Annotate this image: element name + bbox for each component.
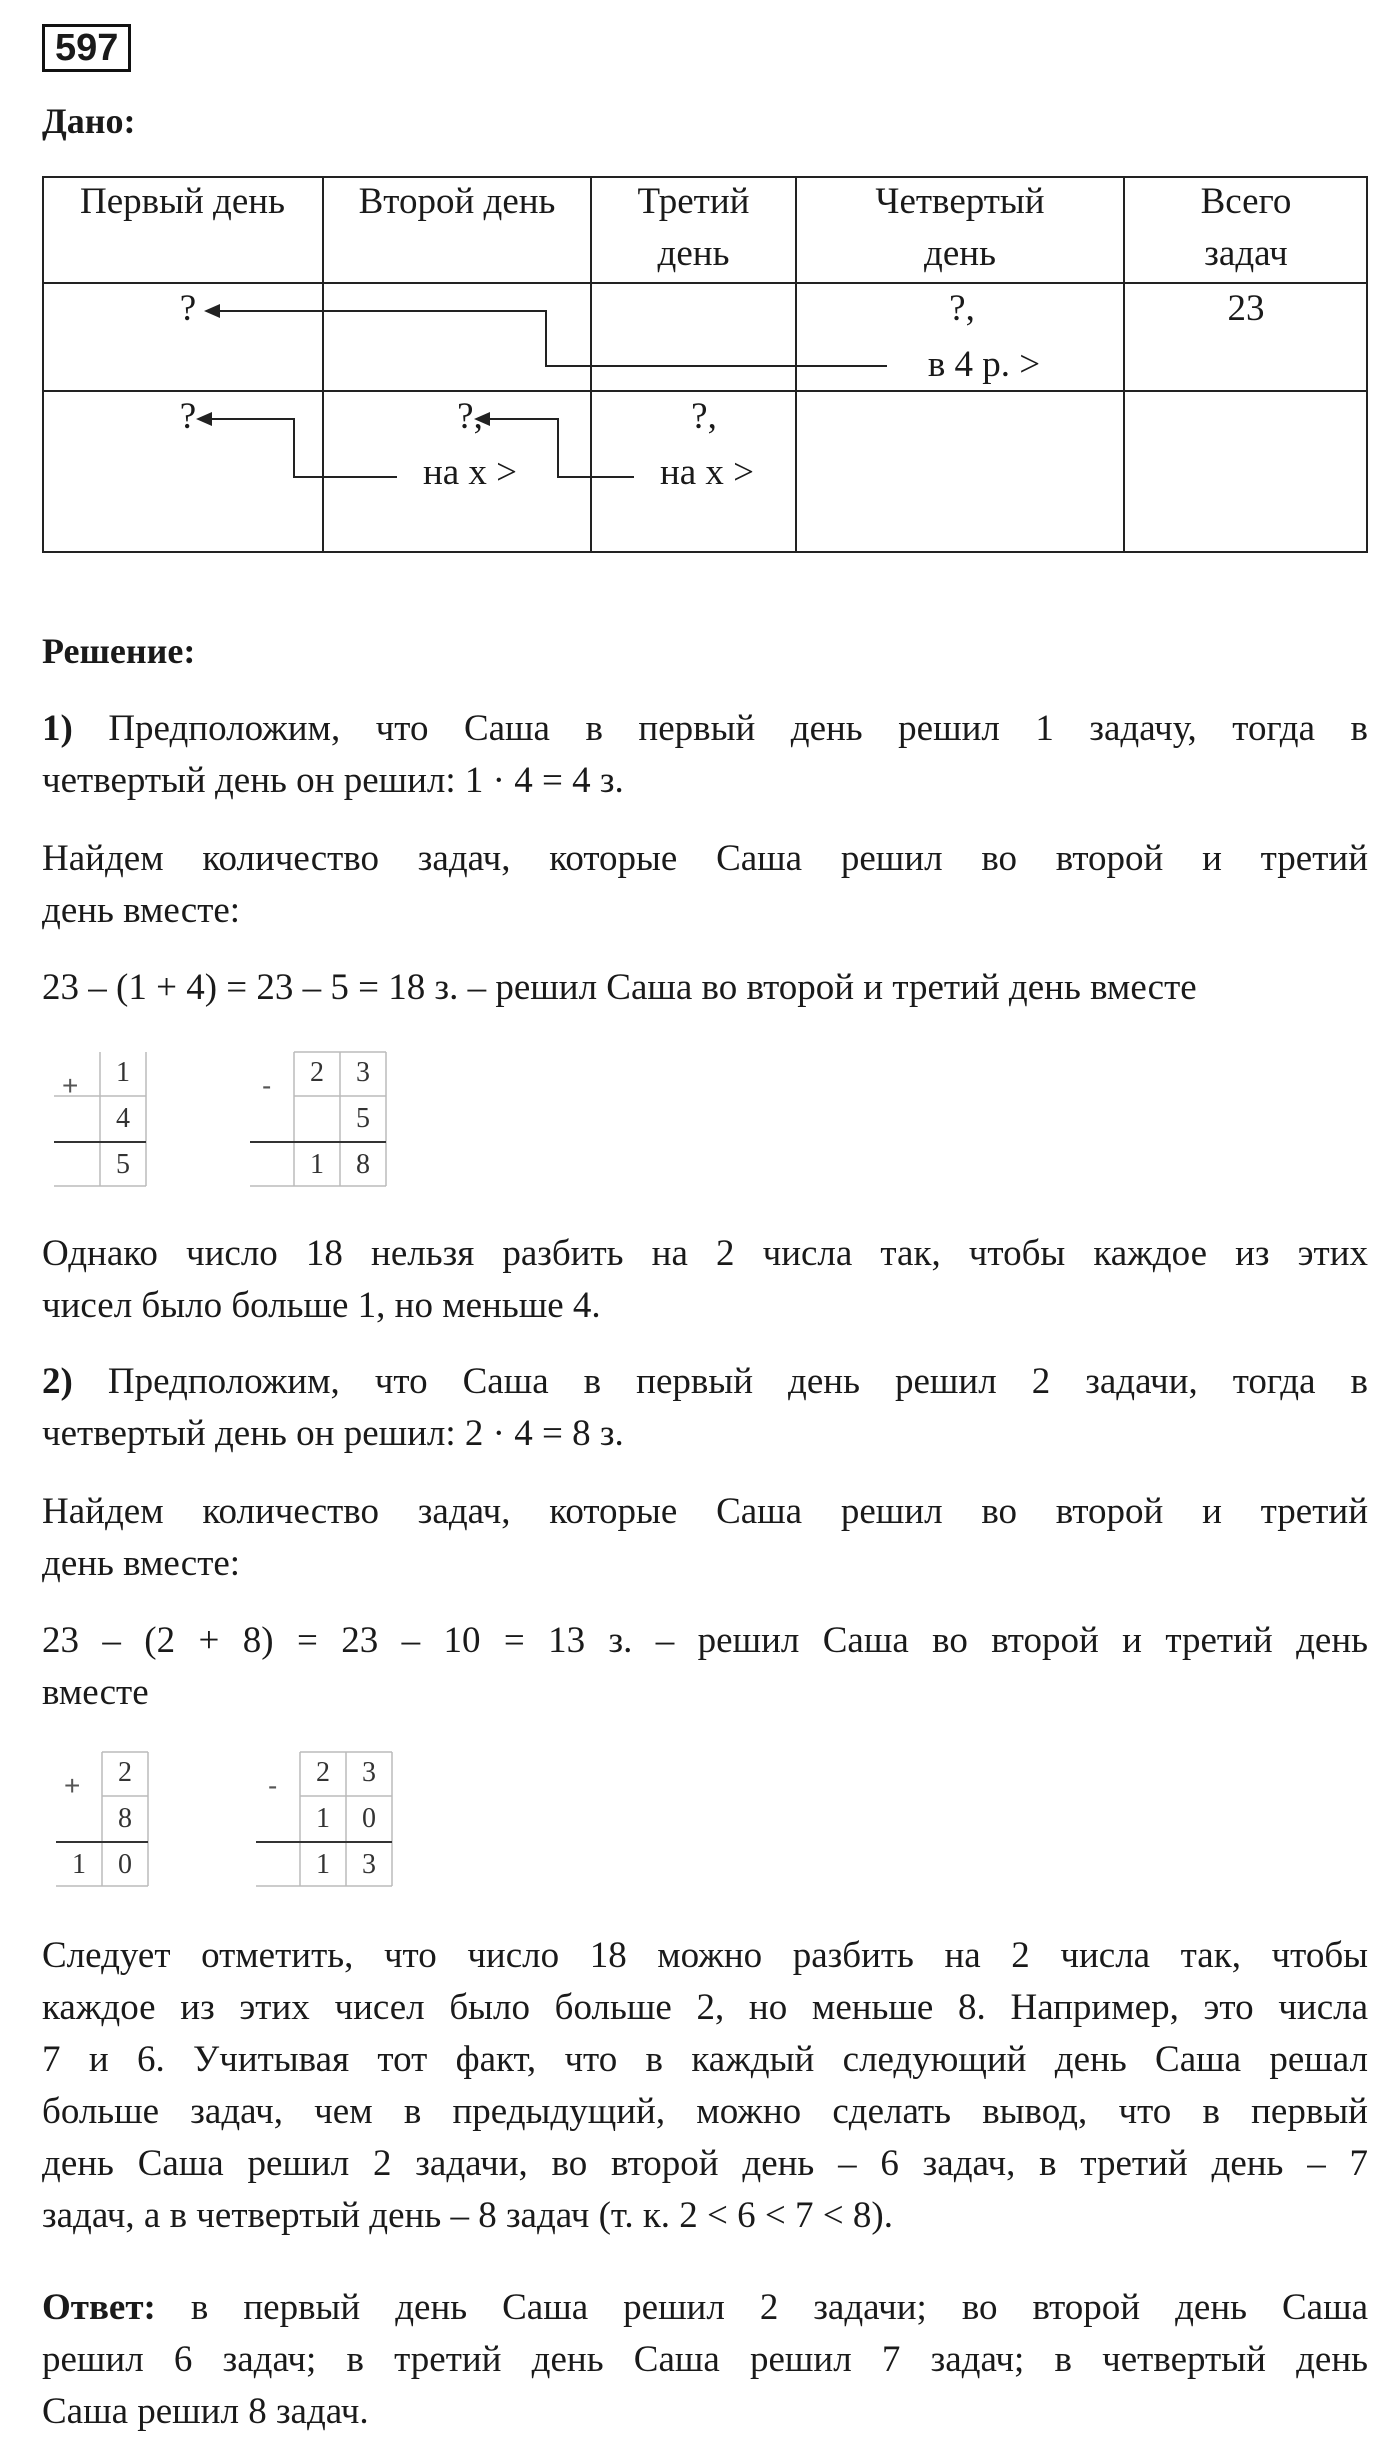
- row2-second-relation: на x >: [422, 452, 518, 493]
- row2-second-question: ?,: [457, 396, 483, 437]
- step2-number: 2): [42, 1361, 73, 1402]
- header-second-day: Второй день: [358, 181, 556, 222]
- arrow-fourth-to-first: [220, 311, 887, 366]
- step1-note: Однако число 18 нельзя разбить на 2 числа так, чтобы каждое из этих чисел было больше 1, но меньше 4.: [42, 1233, 1368, 1326]
- step2-find: Найдем количество задач, которые Саша решил во второй и третий день вместе:: [42, 1491, 1368, 1584]
- given-title: Дано:: [42, 101, 136, 141]
- conclusion: Следует отметить, что число 18 можно разбить на 2 числа так, чтобы каждое из этих чисел было больше 2, но меньше 8. Например, это числа 7 и 6. Учитывая тот факт, что в каждый следующий день Саша решал больше задач, чем в предыдущий, можно сделать вывод, что в первый день Саша решил 2 задачи, во второй день – 6 задач, в третий день – 7 задач, а в четвертый день – 8 задач (т. к. 2 < 6 < 7 < 8).: [42, 1935, 1368, 2236]
- step1-find: Найдем количество задач, которые Саша решил во второй и третий день вместе:: [42, 838, 1368, 931]
- step1-intro: 1) Предположим, что Саша в первый день решил 1 задачу, тогда в четвертый день он решил: 1 · 4 = 4 з.: [42, 708, 1368, 801]
- given-table: [42, 176, 1368, 553]
- row2-third-relation: на x >: [659, 452, 755, 493]
- step2-intro: 2) Предположим, что Саша в первый день решил 2 задачи, тогда в четвертый день он решил: 2 · 4 = 8 з.: [42, 1361, 1369, 1454]
- answer-label: Ответ:: [42, 2287, 156, 2328]
- header-total: Всего задач: [1200, 181, 1292, 274]
- row1-fourth-relation: в 4 р. >: [927, 344, 1041, 385]
- answer: Ответ: в первый день Саша решил 2 задачи; во второй день Саша решил 6 задач; в третий день Саша решил 7 задач; в четвертый день Саша решил 8 задач.: [42, 2287, 1369, 2432]
- row2-third-question: ?,: [691, 396, 717, 437]
- arrow-second-to-first: [212, 419, 397, 477]
- header-third-day: Третий день: [637, 181, 750, 274]
- step1-equation: 23 – (1 + 4) = 23 – 5 = 18 з. – решил Саша во второй и третий день вместе: [42, 967, 1197, 1008]
- row1-fourth-question: ?,: [949, 288, 975, 329]
- step1-column-subtraction: - 2 3 5 1 8: [262, 1057, 370, 1180]
- step1-number: 1): [42, 708, 73, 749]
- step1-column-addition: + 1 4 5: [62, 1057, 130, 1180]
- step2-equation: 23 – (2 + 8) = 23 – 10 = 13 з. – решил Саша во второй и третий день вместе: [42, 1620, 1368, 1713]
- row2-first: ?: [179, 396, 197, 437]
- header-first-day: Первый день: [80, 181, 285, 222]
- step2-column-addition: + 2 8 1 0: [64, 1757, 132, 1880]
- task-number: 597: [42, 24, 131, 72]
- solution-title: Решение:: [42, 631, 196, 671]
- row1-first: ?: [179, 288, 197, 329]
- header-fourth-day: Четвертый день: [875, 181, 1045, 274]
- row1-total: 23: [1227, 288, 1265, 329]
- step2-column-subtraction: - 2 3 1 0 1 3: [268, 1757, 376, 1880]
